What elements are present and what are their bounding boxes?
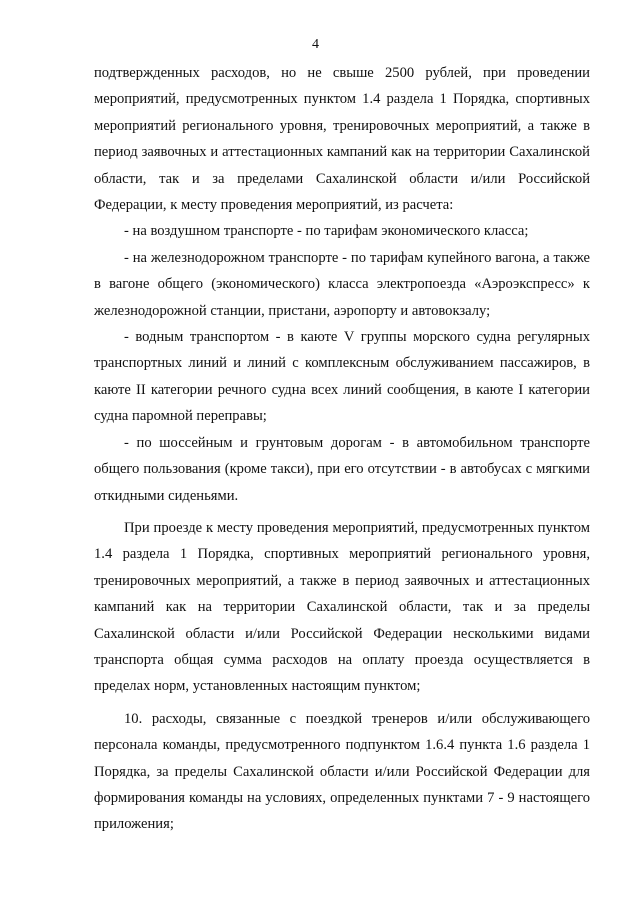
page-number: 4 [312,37,319,52]
paragraph-road-transport: - по шоссейным и грунтовым дорогам - в автомобильном транспорте общего пользования (кроме такси), при его отсутствии - в автобусах с мягкими откидными сиденьями. [94,434,590,504]
paragraph-water-transport: - водным транспортом - в каюте V группы морского судна регулярных транспортных линий и линий с комплексным обслуживанием пассажиров, в каюте II категории речного судна всех линий сообщения, в каюте I категории судна паромной переправы; [94,329,590,425]
document-body [94,60,590,838]
paragraph-air-transport: - на воздушном транспорте - по тарифам экономического класса; [124,223,529,240]
paragraph-multiple-transport: При проезде к месту проведения мероприятий, предусмотренных пунктом 1.4 раздела 1 Порядка, спортивных мероприятий регионального уровня, тренировочных мероприятий, а также в период заявочных и аттестационных кампаний как на территории Сахалинской области, так и за пределы Сахалинской области и/или Российской Федерации несколькими видами транспорта общая сумма расходов на оплату проезда осуществляется в пределах норм, установленных настоящим пунктом; [94,519,590,695]
paragraph-item-10: 10. расходы, связанные с поездкой тренеров и/или обслуживающего персонала команды, предусмотренного подпунктом 1.6.4 пункта 1.6 раздела 1 Порядка, за пределы Сахалинской области и/или Российской Федерации для формирования команды на условиях, определенных пунктами 7 - 9 настоящего приложения; [94,710,590,833]
paragraph-continued-expenses: подтвержденных расходов, но не свыше 2500 рублей, при проведении мероприятий, предусмотренных пунктом 1.4 раздела 1 Порядка, спортивных мероприятий регионального уровня, тренировочных мероприятий, а также в период заявочных и аттестационных кампаний как на территории Сахалинской области, так и за пределами Сахалинской области и/или Российской Федерации, к месту проведения мероприятий, из расчета: [94,65,590,214]
paragraph-rail-transport: - на железнодорожном транспорте - по тарифам купейного вагона, а также в вагоне общего (экономического) класса электропоезда «Аэроэкспресс» к железнодорожной станции, пристани, аэропорту и автовокзалу; [94,249,590,319]
